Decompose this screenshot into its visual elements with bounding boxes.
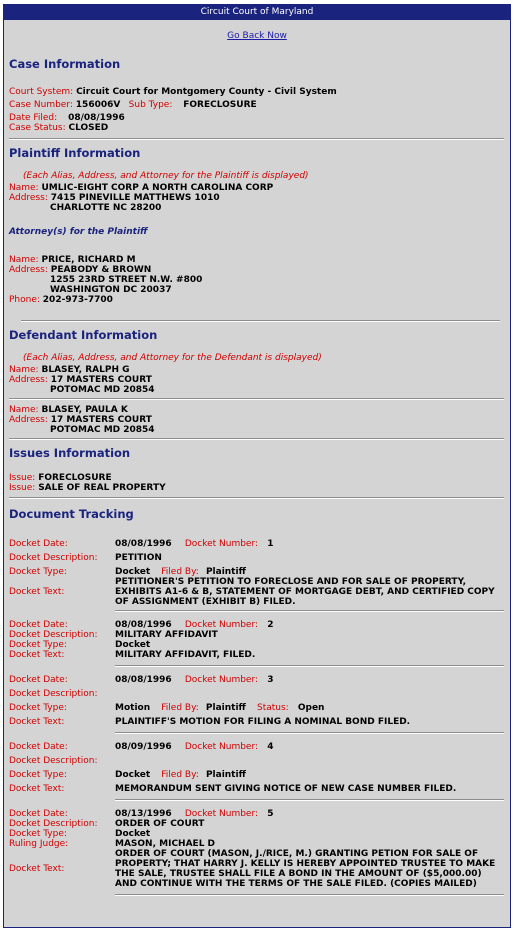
docket-date-label: Docket Date: [9,539,68,549]
attorney-phone-value: 202-973-7700 [42,295,113,305]
attorney-address-line2: 1255 23RD STREET N.W. #800 [50,275,203,285]
defendant-1-address-line1: 17 MASTERS COURT [50,375,152,385]
plaintiff-attorney-heading: Attorney(s) for the Plaintiff [9,227,148,237]
sub-type-label: Sub Type: [128,100,173,110]
defendant-2-address-line2: POTOMAC MD 20854 [50,425,155,435]
issue-value: FORECLOSURE [38,473,112,483]
docket-entry [9,807,504,889]
docket-date-label: Docket Date: [9,809,68,819]
issue-row [9,483,504,493]
plaintiff-name-row [9,183,504,193]
plaintiff-heading: Plaintiff Information [9,146,141,160]
docket-text-value: PETITIONER'S PETITION TO FORECLOSE AND FOR SALE OF PROPERTY, EXHIBITS A1-6 & B, STATEMENT OF MORTGAGE DEBT, AND CERTIFIED COPY OF ASSIGNMENT (EXHIBIT B) FILED. [115,577,495,607]
plaintiff-note: (Each Alias, Address, and Attorney for the Plaintiff is displayed) [23,171,309,181]
defendant-2-name-row [9,405,504,415]
docket-description-label: Docket Description: [9,630,98,640]
sub-type-value: FORECLOSURE [183,100,257,110]
divider [115,799,504,801]
docket-date-label: Docket Date: [9,675,68,685]
docket-text-label: Docket Text: [9,650,65,660]
divider [115,610,504,612]
docket-description-value: MILITARY AFFIDAVIT [115,630,218,640]
defendant-2-address-line1: 17 MASTERS COURT [50,415,152,425]
go-back-link[interactable]: Go Back Now [227,31,287,41]
docket-text-label: Docket Text: [9,784,65,794]
docket-number-label: Docket Number: [184,809,259,819]
defendant-1-address-row [9,375,504,385]
docket-number-value: 4 [267,742,274,752]
docket-description-value: PETITION [115,553,162,563]
docket-number-value: 1 [267,539,274,549]
docket-text-value: MEMORANDUM SENT GIVING NOTICE OF NEW CASE NUMBER FILED. [115,784,457,794]
docket-date-value: 08/08/1996 [115,620,172,630]
content [4,57,510,896]
page-title: Circuit Court of Maryland [4,5,510,20]
divider [9,138,504,140]
docket-number-label: Docket Number: [184,620,259,630]
docket-type-label: Docket Type: [9,640,67,650]
defendant-note: (Each Alias, Address, and Attorney for the Defendant is displayed) [23,353,322,363]
date-filed-value: 08/08/1996 [68,113,125,123]
docket-entry [9,618,504,660]
plaintiff-name-value: UMLIC-EIGHT CORP A NORTH CAROLINA CORP [41,183,274,193]
docket-text-label: Docket Text: [9,587,65,597]
filed-by-label: Filed By: [161,703,199,713]
divider [21,320,500,322]
status-value: Open [297,703,325,713]
defendant-1-name-label: Name: [9,365,39,375]
issue-row [9,473,504,483]
docket-type-value: Docket [115,640,151,650]
attorney-name-row [9,255,504,265]
divider [9,398,504,400]
attorney-address-label: Address: [9,265,48,275]
case-status-label: Case Status: [9,123,66,133]
docket-number-label: Docket Number: [184,539,259,549]
docket-type-value: Docket [115,770,151,780]
divider [9,497,504,499]
case-number-row [9,100,504,110]
docket-type-label: Docket Type: [9,567,67,577]
docket-description-label: Docket Description: [9,553,98,563]
defendant-2-name-value: BLASEY, PAULA K [41,405,128,415]
attorney-phone-label: Phone: [9,295,40,305]
defendant-1-name-row [9,365,504,375]
docket-number-value: 2 [267,620,274,630]
docket-description-value [115,685,504,699]
defendant-1-address-label: Address: [9,375,48,385]
docket-type-label: Docket Type: [9,829,67,839]
filed-by-label: Filed By: [161,770,199,780]
docket-date-value: 08/08/1996 [115,539,172,549]
court-system-row [9,87,504,97]
docket-description-label: Docket Description: [9,689,98,699]
docket-text-value: ORDER OF COURT (MASON, J./RICE, M.) GRANTING PETION FOR SALE OF PROPERTY; THAT HARRY J. KELLY IS HEREBY APPOINTED TRUSTEE TO MAKE THE SALE, TRUSTEE SHALL FILE A BOND IN THE AMOUNT OF ($5,000.00) AND CONTINUE WITH THE TERMS OF THE SALE FILED. (COPIES MAILED) [115,849,496,889]
docket-number-value: 3 [267,675,274,685]
docket-text-label: Docket Text: [9,864,65,874]
docket-text-value: MILITARY AFFIDAVIT, FILED. [115,650,256,660]
docket-type-value: Docket [115,829,151,839]
divider [115,665,504,667]
docket-type-value: Motion [115,703,151,713]
filed-by-value: Plaintiff [205,770,246,780]
defendant-2-address-row [9,415,504,425]
docket-type-label: Docket Type: [9,770,67,780]
docket-description-value [115,752,504,766]
docket-type-value: Docket [115,567,151,577]
case-frame [3,4,511,928]
ruling-judge-value: MASON, MICHAEL D [115,839,216,849]
docket-type-label: Docket Type: [9,703,67,713]
case-status-value: CLOSED [68,123,109,133]
docket-number-value: 5 [267,809,274,819]
issue-label: Issue: [9,473,36,483]
attorney-name-label: Name: [9,255,39,265]
case-info-heading: Case Information [9,57,121,71]
case-number-label: Case Number: [9,100,73,110]
plaintiff-address-line1: 7415 PINEVILLE MATTHEWS 1010 [50,193,220,203]
defendant-1-address-line2: POTOMAC MD 20854 [50,385,155,395]
docket-description-label: Docket Description: [9,756,98,766]
docket-date-label: Docket Date: [9,742,68,752]
issue-label: Issue: [9,483,36,493]
docket-text-label: Docket Text: [9,717,65,727]
defendant-1-name-value: BLASEY, RALPH G [41,365,130,375]
filed-by-value: Plaintiff [205,703,246,713]
case-number-value: 156006V [75,100,121,110]
case-status-row [9,123,504,133]
defendant-2-address-label: Address: [9,415,48,425]
docket-entry [9,740,504,794]
date-filed-row [9,113,504,123]
attorney-phone-row [9,295,504,305]
docket-entry [9,673,504,727]
docket-description-value: ORDER OF COURT [115,819,205,829]
divider [115,894,504,896]
court-system-value: Circuit Court for Montgomery County - Civil System [76,87,337,97]
filed-by-label: Filed By: [161,567,199,577]
issues-heading: Issues Information [9,446,131,460]
issue-value: SALE OF REAL PROPERTY [38,483,166,493]
court-system-label: Court System: [9,87,74,97]
attorney-address-row [9,265,504,275]
ruling-judge-label: Ruling Judge: [9,839,69,849]
plaintiff-name-label: Name: [9,183,39,193]
status-label: Status: [257,703,289,713]
attorney-address-line3: WASHINGTON DC 20037 [50,285,172,295]
docket-number-label: Docket Number: [184,742,259,752]
plaintiff-address-row [9,193,504,203]
defendant-2-name-label: Name: [9,405,39,415]
docket-date-value: 08/08/1996 [115,675,172,685]
docket-text-value: PLAINTIFF'S MOTION FOR FILING A NOMINAL BOND FILED. [115,717,411,727]
date-filed-label: Date Filed: [9,113,58,123]
filed-by-value: Plaintiff [205,567,246,577]
defendant-heading: Defendant Information [9,328,158,342]
document-tracking-heading: Document Tracking [9,507,134,521]
docket-entry [9,537,504,607]
back-link-row [4,31,510,42]
docket-description-label: Docket Description: [9,819,98,829]
divider [9,438,504,440]
attorney-address-line1: PEABODY & BROWN [50,265,152,275]
divider [115,732,504,734]
docket-date-value: 08/13/1996 [115,809,172,819]
docket-number-label: Docket Number: [184,675,259,685]
plaintiff-address-label: Address: [9,193,48,203]
docket-date-label: Docket Date: [9,620,68,630]
attorney-name-value: PRICE, RICHARD M [41,255,136,265]
docket-date-value: 08/09/1996 [115,742,172,752]
plaintiff-address-line2: CHARLOTTE NC 28200 [50,203,162,213]
